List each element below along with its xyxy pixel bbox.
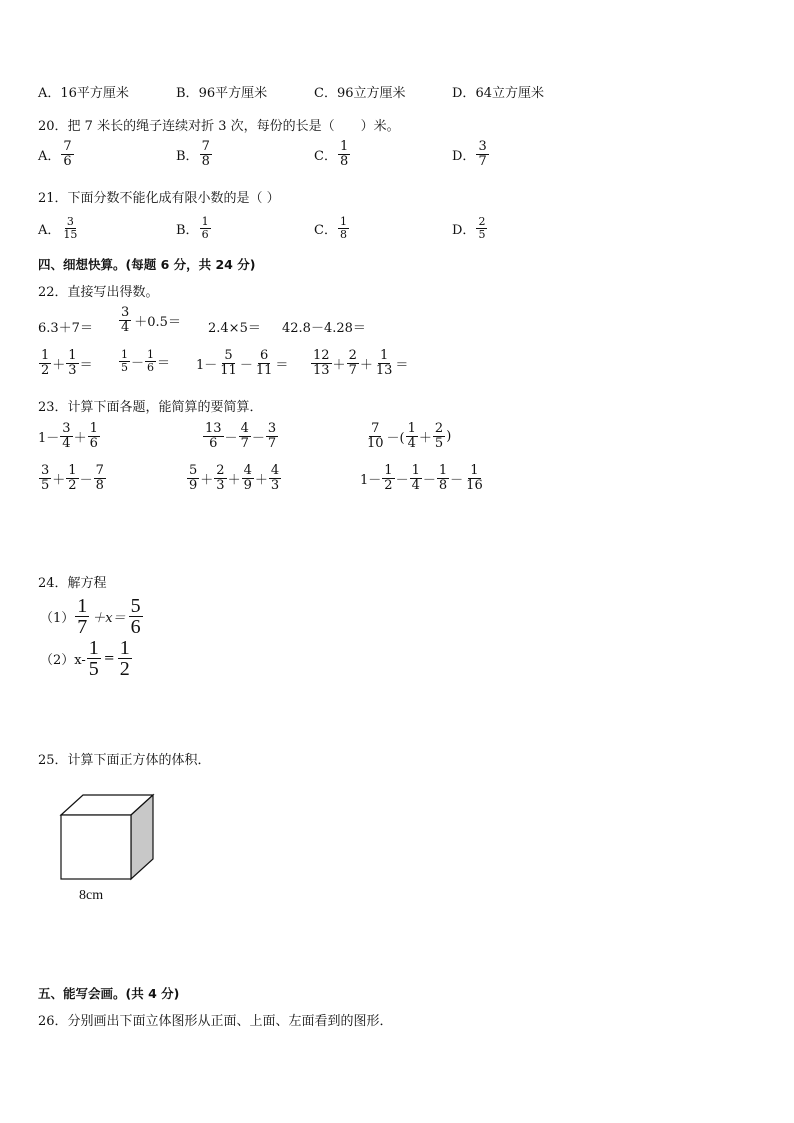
question-25-stem: 25．计算下面正方体的体积． <box>38 753 211 768</box>
q23-expr-6: 1－ $\frac{1}{2}$ － $\frac{1}{4}$ － $\frac{1}{8}$ － $\frac{1}{16}$ <box>360 463 483 493</box>
q22-expr-5: $\frac{1}{2}$ ＋ $\frac{1}{3}$ ＝ <box>41 348 93 378</box>
cube-front-face <box>61 815 131 879</box>
question-21-stem: 21．下面分数不能化成有限小数的是（ ） <box>38 191 280 206</box>
q21-option-c: C． $\frac{1}{8}$ <box>314 215 347 241</box>
section-5-title: 五、能写会画。(共 4 分) <box>38 986 180 1001</box>
question-23-stem: 23．计算下面各题，能简算的要简算． <box>38 400 263 415</box>
q23-expr-5: $\frac{5}{9}$ ＋ $\frac{2}{3}$ ＋ $\frac{4}{9}$ ＋ $\frac{4}{3}$ <box>189 463 280 493</box>
q21-option-b: B． $\frac{1}{6}$ <box>176 215 209 241</box>
q20-option-a: A． $\frac{7}{6}$ <box>38 139 72 169</box>
q21-option-a: A． $\frac{3}{15}$ <box>38 215 78 241</box>
q22-expr-4: 42.8－4.28＝ <box>282 321 366 336</box>
q23-expr-3: $\frac{7}{10}$ －( $\frac{1}{4}$ ＋ $\frac{2}{5}$ ) <box>367 421 452 451</box>
option-d: D．64立方厘米 <box>452 86 544 101</box>
q22-expr-2: $\frac{3}{4}$ ＋0.5＝ <box>121 305 181 335</box>
q24-equation-2: （2）x- $\frac{1}{5}$ = $\frac{1}{2}$ <box>40 637 130 680</box>
question-22-stem: 22．直接写出得数。 <box>38 285 159 300</box>
q23-expr-2: $\frac{13}{6}$ － $\frac{4}{7}$ － $\frac{3}{7}$ <box>205 421 277 451</box>
q20-option-c: C． $\frac{1}{8}$ <box>314 139 349 169</box>
q24-equation-1: （1） $\frac{1}{7}$ ＋x＝ $\frac{5}{6}$ <box>40 595 141 638</box>
cube-edge-label: 8cm <box>79 888 104 903</box>
option-c: C．96立方厘米 <box>314 86 406 101</box>
cube-figure <box>56 790 158 884</box>
q20-option-b: B． $\frac{7}{8}$ <box>176 139 210 169</box>
q20-option-d: D． $\frac{3}{7}$ <box>452 139 487 169</box>
q22-expr-8: $\frac{12}{13}$ ＋ $\frac{2}{7}$ ＋ $\frac{1}{13}$ ＝ <box>313 348 409 378</box>
q22-expr-1: 6.3＋7＝ <box>38 321 93 336</box>
question-26-stem: 26．分别画出下面立体图形从正面、上面、左面看到的图形． <box>38 1014 393 1029</box>
q23-expr-4: $\frac{3}{5}$ ＋ $\frac{1}{2}$ － $\frac{7}{8}$ <box>41 463 104 493</box>
question-24-stem: 24．解方程 <box>38 576 107 591</box>
option-a: A．16平方厘米 <box>38 86 129 101</box>
q23-expr-1: 1－ $\frac{3}{4}$ ＋ $\frac{1}{6}$ <box>38 421 98 451</box>
option-b: B．96平方厘米 <box>176 86 268 101</box>
q21-option-d: D． $\frac{2}{5}$ <box>452 215 486 241</box>
question-20-stem: 20．把 7 米长的绳子连续对折 3 次，每份的长是（ ）米。 <box>38 119 400 134</box>
q22-expr-3: 2.4×5＝ <box>208 321 261 336</box>
q22-expr-6: $\frac{1}{5}$ － $\frac{1}{6}$ ＝ <box>121 348 171 374</box>
q22-expr-7: 1－ $\frac{5}{11}$ － $\frac{6}{11}$ ＝ <box>196 348 289 378</box>
section-4-title: 四、细想快算。(每题 6 分，共 24 分) <box>38 257 256 272</box>
